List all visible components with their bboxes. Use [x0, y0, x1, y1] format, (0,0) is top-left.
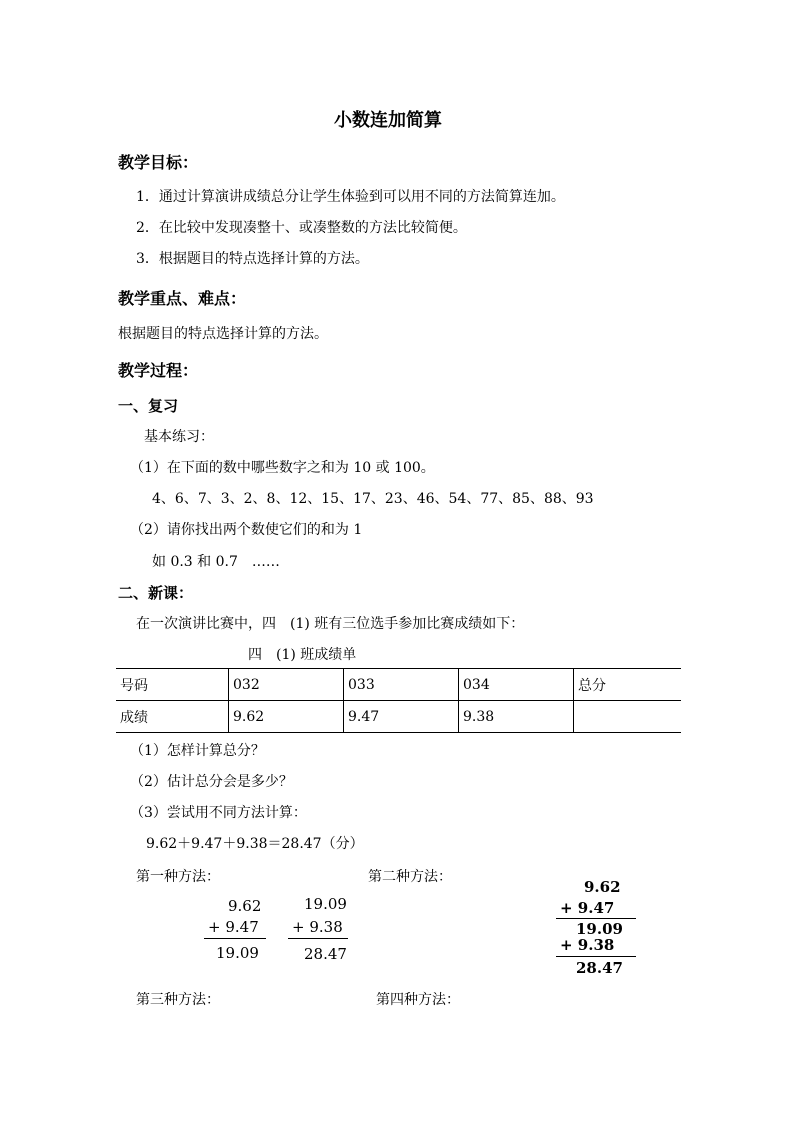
question-item: （1）怎样计算总分？ — [130, 743, 265, 759]
m1a-top: 9.62 — [228, 897, 262, 915]
method-2-label: 第二种方法： — [368, 869, 452, 885]
table-row — [116, 701, 681, 733]
method-4-label: 第四种方法： — [376, 992, 460, 1008]
table-cell: 成绩 — [116, 701, 229, 733]
goals-heading: 教学目标： — [118, 153, 199, 172]
focus-heading: 教学重点、难点： — [118, 289, 247, 308]
review-heading: 一、复习 — [118, 397, 179, 415]
table-cell: 号码 — [116, 669, 229, 701]
m1b-result: 28.47 — [304, 945, 347, 963]
m2-mid: 19.09 — [576, 920, 623, 938]
new-lesson-intro: 在一次演讲比赛中，四 (1) 班有三位选手参加比赛成绩如下： — [136, 616, 525, 632]
review-basic: 基本练习： — [144, 429, 214, 445]
focus-text: 根据题目的特点选择计算的方法。 — [118, 326, 328, 342]
table-cell: 9.62 — [229, 701, 344, 733]
process-heading: 教学过程： — [118, 361, 199, 380]
review-q2-example: 如 0.3 和 0.7 …… — [152, 554, 280, 570]
m2-add2: + 9.38 — [560, 936, 615, 954]
question-item: （2）估计总分会是多少？ — [130, 774, 293, 790]
goal-item: 2．在比较中发现凑整十、或凑整数的方法比较简便。 — [136, 220, 467, 236]
m1b-add: + 9.38 — [292, 918, 343, 936]
table-cell: 034 — [459, 669, 574, 701]
m2-add1: + 9.47 — [560, 899, 615, 917]
m1b-top: 19.09 — [304, 895, 347, 913]
table-caption: 四 (1) 班成绩单 — [248, 647, 357, 663]
m1a-result: 19.09 — [216, 944, 259, 962]
review-q1: （1）在下面的数中哪些数字之和为 10 或 100。 — [130, 460, 435, 476]
sum-line — [556, 956, 636, 957]
goal-item: 1．通过计算演讲成绩总分让学生体验到可以用不同的方法简算连加。 — [136, 189, 565, 205]
equation: 9.62＋9.47＋9.38＝28.47（分） — [146, 836, 364, 852]
page-title: 小数连加简算 — [334, 110, 442, 131]
method-1-label: 第一种方法： — [136, 869, 220, 885]
question-item: （3）尝试用不同方法计算： — [130, 805, 307, 821]
new-lesson-heading: 二、新课： — [118, 584, 194, 602]
m1a-add: + 9.47 — [208, 918, 259, 936]
goal-item: 3．根据题目的特点选择计算的方法。 — [136, 251, 369, 267]
sum-line — [204, 938, 266, 939]
table-cell: 032 — [229, 669, 344, 701]
score-table — [116, 668, 681, 733]
m2-result: 28.47 — [576, 959, 623, 977]
sum-line — [556, 918, 636, 919]
table-cell: 9.47 — [344, 701, 459, 733]
m2-top: 9.62 — [584, 878, 621, 896]
table-cell: 033 — [344, 669, 459, 701]
table-row — [116, 669, 681, 701]
table-cell: 总分 — [574, 669, 682, 701]
sum-line — [288, 938, 348, 939]
review-q2: （2）请你找出两个数使它们的和为 1 — [130, 522, 363, 538]
method-3-label: 第三种方法： — [136, 992, 220, 1008]
table-cell — [574, 701, 682, 733]
table-cell: 9.38 — [459, 701, 574, 733]
review-q1-numbers: 4、6、7、3、2、8、12、15、17、23、46、54、77、85、88、93 — [152, 491, 594, 507]
